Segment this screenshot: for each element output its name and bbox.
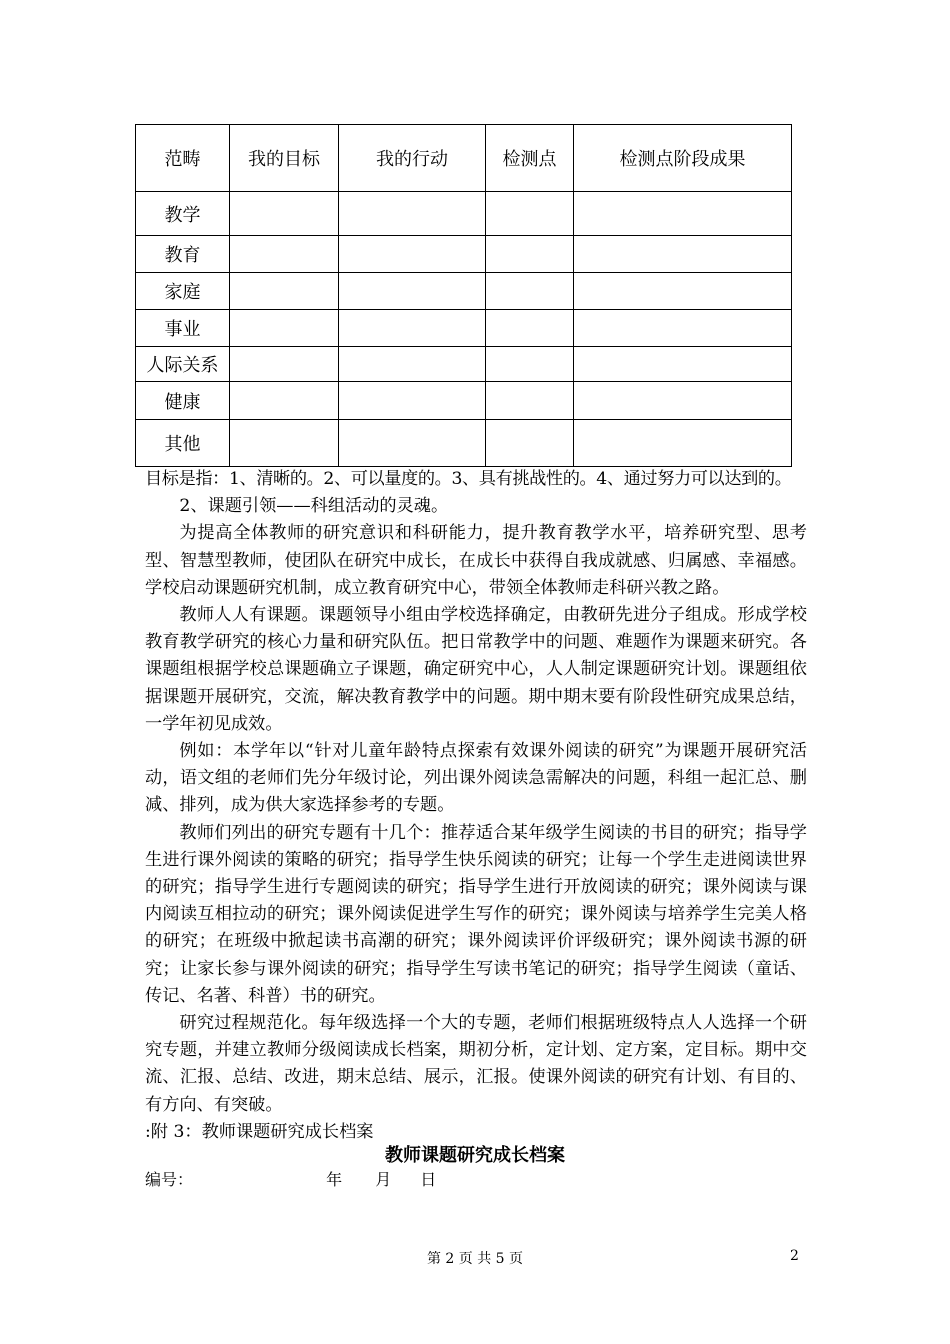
table-cell (230, 273, 339, 310)
table-cell (339, 236, 486, 273)
row-label: 事业 (136, 310, 230, 347)
paragraph: 为提高全体教师的研究意识和科研能力，提升教育教学水平，培养研究型、思考型、智慧型教师，使团队在研究中成长，在成长中获得自我成就感、归属感、幸福感。学校启动课题研究机制，成立教育研究中心，带领全体教师走科研兴教之路。 (145, 523, 807, 598)
paragraph: 教师们列出的研究专题有十几个：推荐适合某年级学生阅读的书目的研究；指导学生进行课外阅读的策略的研究；指导学生快乐阅读的研究；让每一个学生走进阅读世界的研究；指导学生进行专题阅读的研究；指导学生进行开放阅读的研究；课外阅读与课内阅读互相拉动的研究；课外阅读促进学生写作的研究；课外阅读与培养学生完美人格的研究；在班级中掀起读书高潮的研究；课外阅读评价评级研究；课外阅读书源的研究；让家长参与课外阅读的研究；指导学生写读书笔记的研究；指导学生阅读（童话、传记、名著、科普）书的研究。 (145, 822, 807, 1006)
header-checkpoint: 检测点 (486, 125, 574, 192)
paragraph: 教师人人有课题。课题领导小组由学校选择确定，由教研先进分子组成。形成学校教育教学研究的核心力量和研究队伍。把日常教学中的问题、难题作为课题来研究。各课题组根据学校总课题确立子课题，确定研究中心，人人制定课题研究计划。课题组依据课题开展研究，交流，解决教育教学中的问题。期中期末要有阶段性研究成果总结，一学年初见成效。 (145, 605, 807, 734)
table-cell (486, 273, 574, 310)
table-cell (339, 192, 486, 236)
row-label: 教学 (136, 192, 230, 236)
table-cell (574, 310, 792, 347)
table-cell (339, 273, 486, 310)
table-row (136, 310, 792, 347)
row-label: 人际关系 (136, 347, 230, 382)
table-cell (574, 347, 792, 382)
table-cell (486, 382, 574, 420)
table-cell (486, 347, 574, 382)
table-cell (574, 382, 792, 420)
page-info: 第 2 页 共 5 页 (426, 1251, 524, 1267)
table-cell (230, 236, 339, 273)
paragraph: 例如：本学年以“针对儿童年龄特点探索有效课外阅读的研究”为课题开展研究活动，语文组的老师们先分年级讨论，列出课外阅读急需解决的问题，科组一起汇总、删减、排列，成为供大家选择参考的专题。 (145, 741, 807, 816)
table-cell (339, 420, 486, 467)
table-row (136, 420, 792, 467)
table-cell (486, 236, 574, 273)
header-checkpoint-result: 检测点阶段成果 (574, 125, 792, 192)
table-cell (339, 310, 486, 347)
table-cell (230, 382, 339, 420)
table-row (136, 382, 792, 420)
table-cell (574, 273, 792, 310)
section-heading: 2、课题引领——科组活动的灵魂。 (179, 496, 449, 517)
row-label: 其他 (136, 420, 230, 467)
day-label: 日 (420, 1170, 437, 1189)
header-my-action: 我的行动 (339, 125, 486, 192)
table-row (136, 273, 792, 310)
table-row (136, 236, 792, 273)
header-my-goal: 我的目标 (230, 125, 339, 192)
row-label: 健康 (136, 382, 230, 420)
table-cell (574, 420, 792, 467)
header-category: 范畴 (136, 125, 230, 192)
row-label: 教育 (136, 236, 230, 273)
table-cell (230, 310, 339, 347)
body-text (145, 466, 807, 1146)
table-cell (339, 382, 486, 420)
goal-plan-table (135, 124, 792, 467)
goal-definition: 目标是指：1、清晰的。2、可以量度的。3、具有挑战性的。4、通过努力可以达到的。 (145, 469, 792, 489)
appendix-label: :附 3：教师课题研究成长档案 (145, 1121, 374, 1142)
archive-title: 教师课题研究成长档案 (385, 1145, 565, 1166)
year-label: 年 (326, 1170, 343, 1189)
table-cell (486, 310, 574, 347)
table-cell (339, 347, 486, 382)
number-label: 编号： (145, 1170, 194, 1189)
table-cell (230, 420, 339, 467)
month-label: 月 (375, 1170, 392, 1189)
table-cell (574, 192, 792, 236)
table-cell (574, 236, 792, 273)
table-header-row (136, 125, 792, 192)
page-number: 2 (790, 1248, 799, 1264)
table-row (136, 192, 792, 236)
table-cell (230, 347, 339, 382)
table-cell (486, 192, 574, 236)
row-label: 家庭 (136, 273, 230, 310)
archive-form-line (145, 1167, 436, 1190)
table-cell (486, 420, 574, 467)
table-cell (230, 192, 339, 236)
paragraph: 研究过程规范化。每年级选择一个大的专题，老师们根据班级特点人人选择一个研究专题，并建立教师分级阅读成长档案，期初分析，定计划、定方案，定目标。期中交流、汇报、总结、改进，期末总结、展示，汇报。使课外阅读的研究有计划、有目的、有方向、有突破。 (145, 1013, 807, 1115)
table-row (136, 347, 792, 382)
